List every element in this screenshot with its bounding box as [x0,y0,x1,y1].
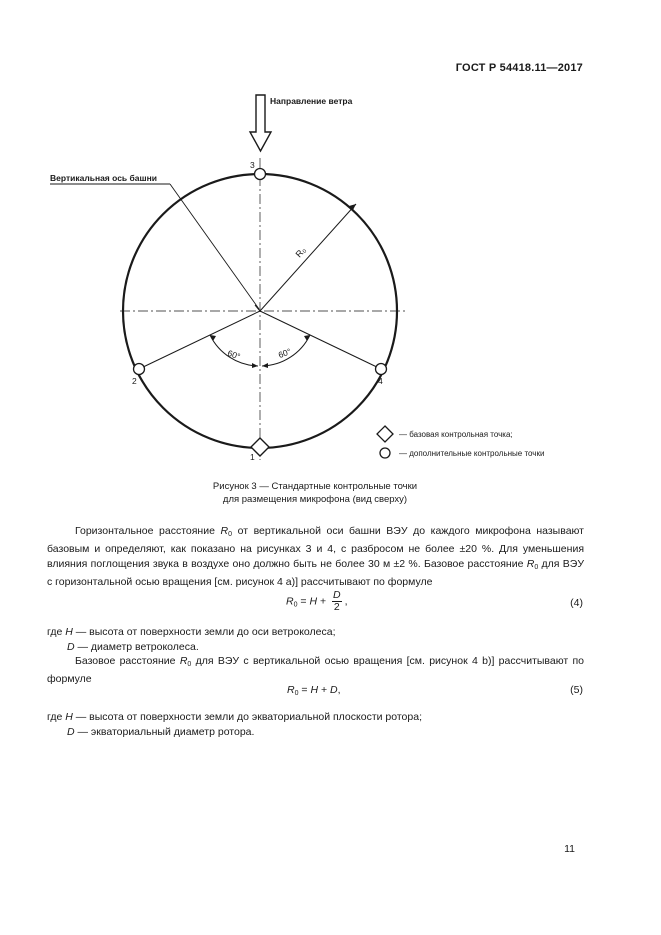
point-2-marker [134,364,145,375]
point-3-marker [255,169,266,180]
angle-arrowhead-right-top [304,335,310,341]
legend-base-point-label: — базовая контрольная точка; [399,430,513,439]
formula-5: $R_0 = H + D$, [287,684,341,697]
formula-5-number: (5) [570,684,583,696]
formula-4: $R_0 = H$ + $\frac{D}{2}$ , [286,589,348,613]
where-H-2: где H — высота от поверхности земли до экваториальной плоскости ротора; [47,711,422,723]
legend-base-point-icon [377,426,393,442]
where-D-2: D — экваториальный диаметр ротора. [67,726,255,738]
where-D-1: D — диаметр ветроколеса. [67,641,199,653]
paragraph-base-distance: Горизонтальное расстояние $R_0$ от вертикальной оси башни ВЭУ до каждого микрофона называют базовым и определяют, как показано на рисунках 3 и 4, с разбросом не более ±20 %. Для уменьшения влияния поглощения звука в воздухе оно должно быть не более 30 м ±2 %. Базовое расстояние $R_0$ для ВЭУ с горизонтальной осью вращения [см. рисунок 4 а)] рассчитывают по формуле [47,525,584,588]
center-mark [255,305,260,311]
figure-caption [0,480,630,506]
page-number: 11 [564,843,575,855]
paragraph-vertical-axis: Базовое расстояние $R_0$ для ВЭУ с вертикальной осью вращения [см. рисунок 4 b)] рассчитывают по формуле [47,655,585,685]
angle-arrowhead-left-top [210,335,216,341]
formula-4-number: (4) [570,597,583,609]
radius-to-point-4 [260,311,381,369]
document-id: ГОСТ Р 54418.11—2017 [455,62,583,74]
point-4-marker [376,364,387,375]
caption-line-1: Рисунок 3 — Стандартные контрольные точки [212,481,418,492]
point-1-label: 1 [250,452,255,462]
radius-to-point-2 [139,311,260,369]
radius-R0-line [260,204,356,311]
tower-axis-label: Вертикальная ось башни [50,173,157,183]
where-H-1: где H — высота от поверхности земли до оси ветроколеса; [47,626,336,638]
radius-label: R₀ [293,245,308,260]
point-4-label: 4 [378,376,383,386]
point-3-label: 3 [250,160,255,170]
angle-label-right: 60° [276,346,293,361]
angle-label-left: 60° [226,347,242,362]
wind-direction-arrow [250,95,271,151]
formula-4-fraction: $\frac{D}{2}$ [333,589,341,613]
legend-extra-point-icon [380,448,390,458]
tower-axis-leader-diagonal [170,184,259,309]
legend-extra-point-label: — дополнительные контрольные точки [399,449,545,458]
point-2-label: 2 [132,376,137,386]
wind-direction-label: Направление ветра [270,96,353,106]
caption-line-2: для размещения микрофона (вид сверху) [222,494,408,505]
